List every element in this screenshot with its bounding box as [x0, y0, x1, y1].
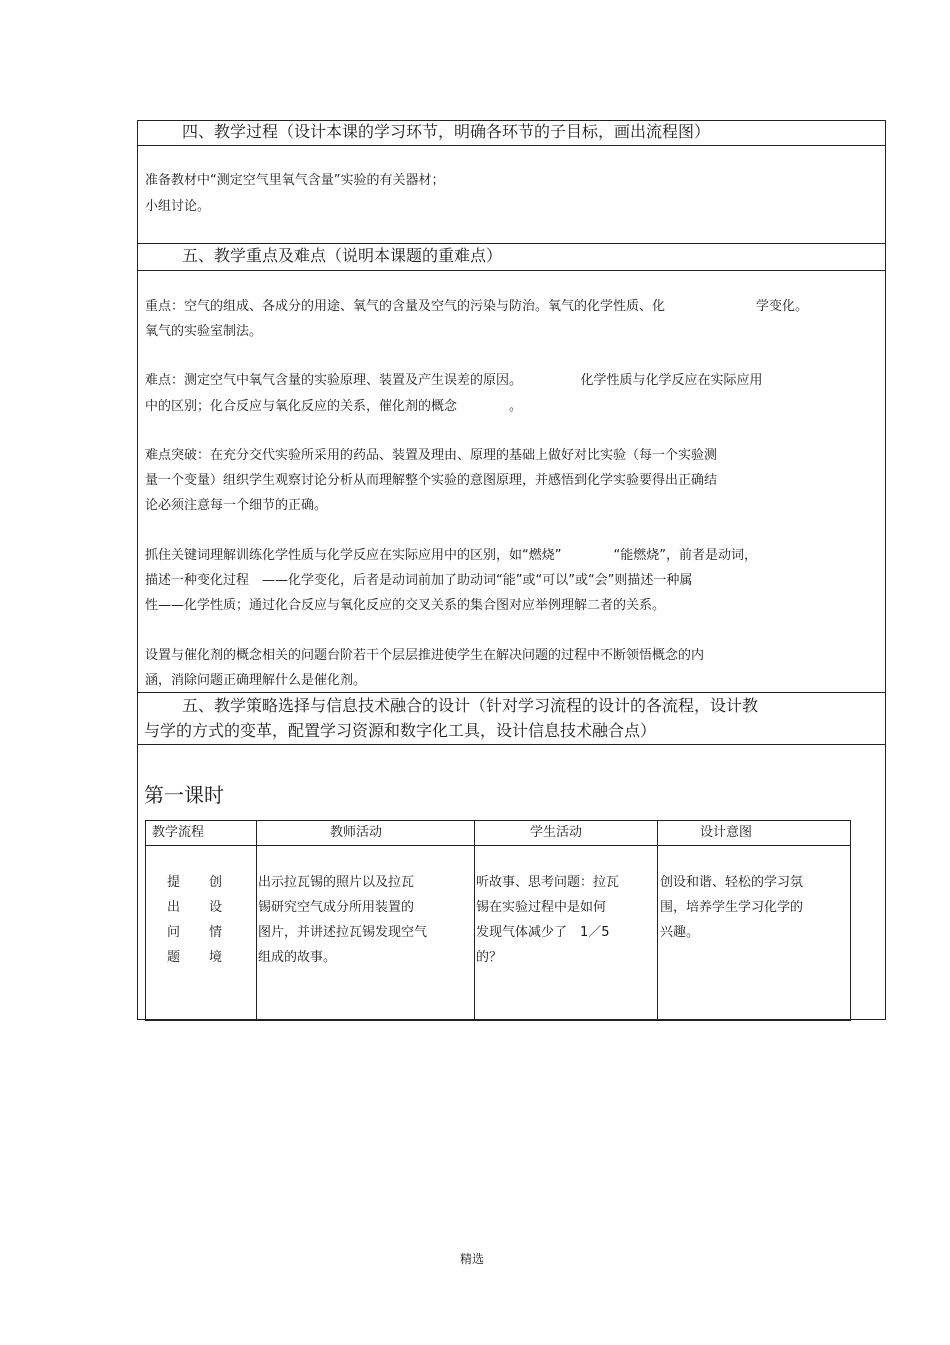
divider: [137, 145, 886, 146]
teacher-activity-cell: [258, 870, 427, 970]
lesson-title: 第一课时: [144, 783, 224, 807]
section-heading-strategy: 与学的方式的变革，配置学习资源和数字化工具，设计信息技术融合点）: [144, 721, 657, 740]
cell-line: 兴趣。: [660, 925, 700, 940]
column-header: 学生活动: [530, 825, 583, 840]
stage-char: 设: [209, 900, 223, 915]
divider: [137, 744, 886, 745]
keypoint-line: 性——化学性质；通过化合反应与氧化反应的交叉关系的集合图对应举例理解二者的关系。: [145, 598, 666, 613]
keypoint-line: 中的区别；化合反应与氧化反应的关系，催化剂的概念 。: [145, 399, 523, 414]
stage-label-column: [209, 870, 222, 970]
section-heading-process: 四、教学过程（设计本课的学习环节，明确各环节的子目标，画出流程图）: [182, 122, 711, 141]
section-heading-keypoints: 五、教学重点及难点（说明本课题的重难点）: [182, 246, 503, 265]
keypoint-line: 重点：空气的组成、各成分的用途、氧气的含量及空气的污染与防治。氧气的化学性质、化 学变化。: [145, 299, 809, 314]
keypoint-line: 抓住关键词理解训练化学性质与化学反应在实际应用中的区别，如“燃烧” “能燃烧”，前者是动词，: [145, 548, 757, 563]
stage-char: 出: [167, 900, 181, 915]
stage-char: 情: [209, 925, 223, 940]
stage-char: 境: [209, 950, 223, 965]
stage-char: 问: [167, 925, 181, 940]
keypoint-line: 难点突破：在充分交代实验所采用的药品、装置及理由、原理的基础上做好对比实验（每一个实验测: [145, 448, 718, 463]
keypoint-line: 难点：测定空气中氧气含量的实验原理、装置及产生误差的原因。 化学性质与化学反应在实际应用: [145, 373, 763, 388]
cell-line: 锡在实验过程中是如何: [476, 900, 607, 915]
cell-line: 发现气体减少了 1／5: [476, 925, 610, 940]
column-divider: [256, 820, 257, 1020]
keypoint-line: 描述一种变化过程 ——化学变化，后者是动词前加了助动词“能”或“可以”或“会”则描述一种属: [145, 573, 693, 588]
cell-line: 创设和谐、轻松的学习氛: [660, 875, 804, 890]
process-line: 准备教材中“测定空气里氧气含量”实验的有关器材；: [145, 173, 445, 188]
cell-line: 的？: [476, 950, 503, 965]
stage-char: 题: [167, 950, 181, 965]
stage-char: 提: [167, 875, 181, 890]
column-divider: [474, 820, 475, 1020]
cell-line: 图片，并讲述拉瓦锡发现空气: [258, 925, 428, 940]
student-activity-cell: [476, 870, 619, 970]
keypoint-line: 涵，消除问题正确理解什么是催化剂。: [145, 673, 367, 688]
divider: [137, 270, 886, 271]
cell-line: 出示拉瓦锡的照片以及拉瓦: [258, 875, 415, 890]
cell-line: 锡研究空气成分所用装置的: [258, 900, 415, 915]
keypoint-line: 量一个变量）组织学生观察讨论分析从而理解整个实验的意图原理，并感悟到化学实验要得出正确结: [145, 473, 718, 488]
keypoint-line: 设置与催化剂的概念相关的问题台阶若干个层层推进使学生在解决问题的过程中不断领悟概念的内: [145, 648, 705, 663]
column-header: 设计意图: [700, 825, 753, 840]
keypoint-line: 氧气的实验室制法。: [145, 324, 263, 339]
cell-line: 听故事、思考问题：拉瓦: [476, 875, 620, 890]
cell-line: 围，培养学生学习化学的: [660, 900, 804, 915]
design-intent-cell: [660, 870, 803, 945]
column-header: 教学流程: [152, 825, 205, 840]
stage-char: 创: [209, 875, 223, 890]
section-heading-strategy: 五、教学策略选择与信息技术融合的设计（针对学习流程的设计的各流程，设计教: [182, 696, 759, 715]
column-divider: [657, 820, 658, 1020]
stage-label-column: [167, 870, 180, 970]
divider: [137, 243, 886, 244]
table-header-divider: [145, 845, 851, 846]
cell-line: 组成的故事。: [258, 950, 337, 965]
keypoint-line: 论必须注意每一个细节的正确。: [145, 498, 328, 513]
process-line: 小组讨论。: [145, 199, 211, 214]
page-footer: 精选: [460, 1252, 485, 1266]
column-header: 教师活动: [330, 825, 383, 840]
